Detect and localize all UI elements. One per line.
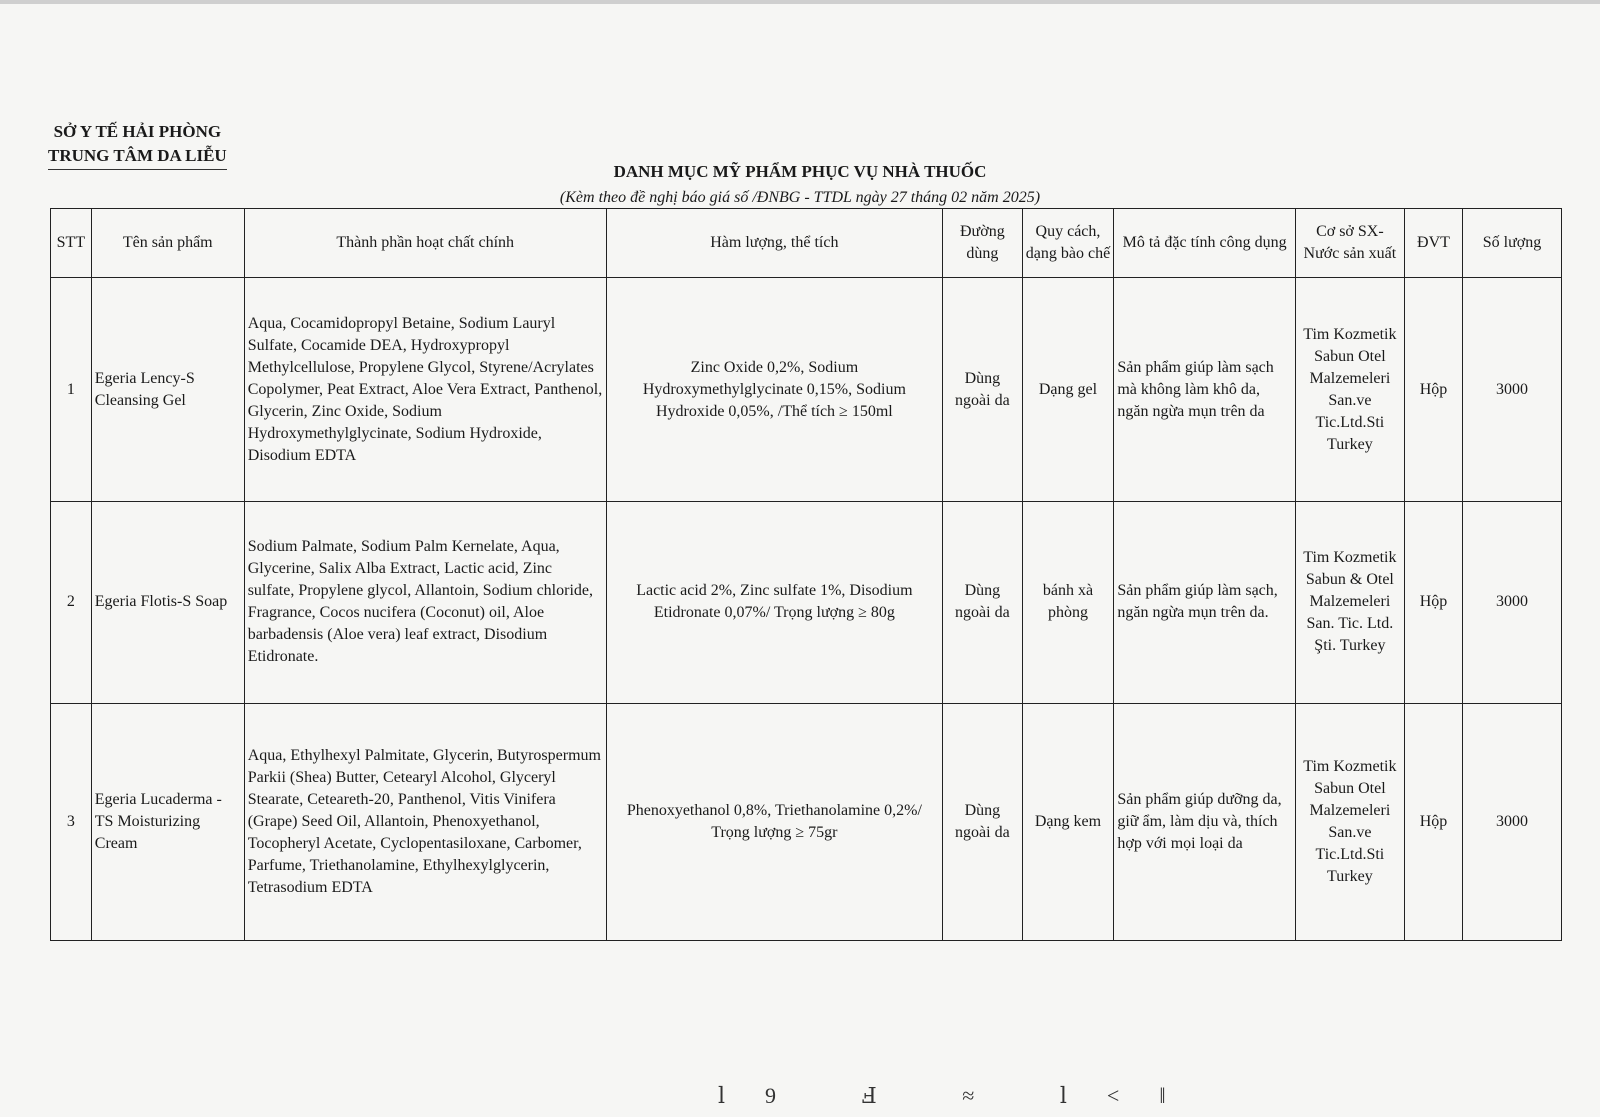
document-title: DANH MỤC MỸ PHẨM PHỤC VỤ NHÀ THUỐC [613, 162, 987, 181]
cell-content: Zinc Oxide 0,2%, Sodium Hydroxymethylglycinate 0,15%, Sodium Hydroxide 0,05%, /Thể tích ≥ 150ml [606, 278, 942, 502]
document-subtitle: (Kèm theo đề nghị báo giá số /ĐNBG - TTDL ngày 27 tháng 02 năm 2025) [559, 189, 1041, 206]
cell-description: Sản phẩm giúp dưỡng da, giữ ẩm, làm dịu và, thích hợp với mọi loại da [1114, 703, 1295, 940]
cell-content: Phenoxyethanol 0,8%, Triethanolamine 0,2%/ Trọng lượng ≥ 75gr [606, 703, 942, 940]
cell-manufacturer: Tim Kozmetik Sabun Otel Malzemeleri San.ve Tic.Ltd.Sti Turkey [1295, 703, 1404, 940]
cell-manufacturer: Tim Kozmetik Sabun & Otel Malzemeleri San. Tic. Ltd. Şti. Turkey [1295, 502, 1404, 704]
table-header-row [51, 209, 1562, 278]
cell-form: Dạng gel [1022, 278, 1114, 502]
cell-description: Sản phẩm giúp làm sạch, ngăn ngừa mụn trên da. [1114, 502, 1295, 704]
cell-content: Lactic acid 2%, Zinc sulfate 1%, Disodium Etidronate 0,07%/ Trọng lượng ≥ 80g [606, 502, 942, 704]
cell-product-name: Egeria Lucaderma - TS Moisturizing Cream [91, 703, 244, 940]
cell-stt: 1 [51, 278, 92, 502]
table-row [51, 278, 1562, 502]
organization-header [48, 120, 227, 170]
col-header-stt: STT [51, 209, 92, 278]
cell-quantity: 3000 [1463, 703, 1562, 940]
cell-unit: Hộp [1404, 703, 1462, 940]
cell-route: Dùng ngoài da [943, 703, 1023, 940]
col-header-ingredients: Thành phần hoạt chất chính [244, 209, 606, 278]
cosmetics-table [50, 208, 1562, 941]
col-header-description: Mô tả đặc tính công dụng [1114, 209, 1295, 278]
col-header-quantity: Số lượng [1463, 209, 1562, 278]
org-line-2: TRUNG TÂM DA LIỄU [48, 144, 227, 170]
cell-form: bánh xà phòng [1022, 502, 1114, 704]
col-header-manufacturer: Cơ sở SX-Nước sản xuất [1295, 209, 1404, 278]
cell-ingredients: Sodium Palmate, Sodium Palm Kernelate, Aqua, Glycerine, Salix Alba Extract, Lactic acid, Zinc sulfate, Propylene glycol, Allantoin, Sodium chloride, Fragrance, Cocos nucifera (Coconut) oil, Aloe barbadensis (Aloe vera) leaf extract, Disodium Etidronate. [244, 502, 606, 704]
cell-product-name: Egeria Flotis-S Soap [91, 502, 244, 704]
page-bottom-marks: ⅼ9 Ⅎ ≈ ⅼ<ǁ [718, 1083, 1206, 1108]
table-row [51, 703, 1562, 940]
cell-ingredients: Aqua, Ethylhexyl Palmitate, Glycerin, Butyrospermum Parkii (Shea) Butter, Cetearyl Alcohol, Glyceryl Stearate, Ceteareth-20, Panthenol, Vitis Vinifera (Grape) Seed Oil, Allantoin, Phenoxyethanol, Tocopheryl Acetate, Cyclopentasiloxane, Carbomer, Parfume, Triethanolamine, Ethylhexylglycerin, Tetrasodium EDTA [244, 703, 606, 940]
col-header-product-name: Tên sản phẩm [91, 209, 244, 278]
table-row [51, 502, 1562, 704]
col-header-form: Quy cách, dạng bào chế [1022, 209, 1114, 278]
cell-product-name: Egeria Lency-S Cleansing Gel [91, 278, 244, 502]
cell-unit: Hộp [1404, 502, 1462, 704]
cell-quantity: 3000 [1463, 502, 1562, 704]
cell-ingredients: Aqua, Cocamidopropyl Betaine, Sodium Lauryl Sulfate, Cocamide DEA, Hydroxypropyl Methylcellulose, Propylene Glycol, Styrene/Acrylates Copolymer, Peat Extract, Aloe Vera Extract, Panthenol, Glycerin, Zinc Oxide, Sodium Hydroxymethylglycinate, Sodium Hydroxide, Disodium EDTA [244, 278, 606, 502]
cell-route: Dùng ngoài da [943, 502, 1023, 704]
cell-route: Dùng ngoài da [943, 278, 1023, 502]
cell-manufacturer: Tim Kozmetik Sabun Otel Malzemeleri San.ve Tic.Ltd.Sti Turkey [1295, 278, 1404, 502]
cell-unit: Hộp [1404, 278, 1462, 502]
cell-stt: 2 [51, 502, 92, 704]
cell-stt: 3 [51, 703, 92, 940]
cell-description: Sản phẩm giúp làm sạch mà không làm khô da, ngăn ngừa mụn trên da [1114, 278, 1295, 502]
cell-quantity: 3000 [1463, 278, 1562, 502]
scan-top-edge [0, 0, 1600, 4]
org-line-1: SỞ Y TẾ HẢI PHÒNG [53, 122, 222, 141]
col-header-unit: ĐVT [1404, 209, 1462, 278]
col-header-route: Đường dùng [943, 209, 1023, 278]
col-header-content: Hàm lượng, thể tích [606, 209, 942, 278]
cell-form: Dạng kem [1022, 703, 1114, 940]
